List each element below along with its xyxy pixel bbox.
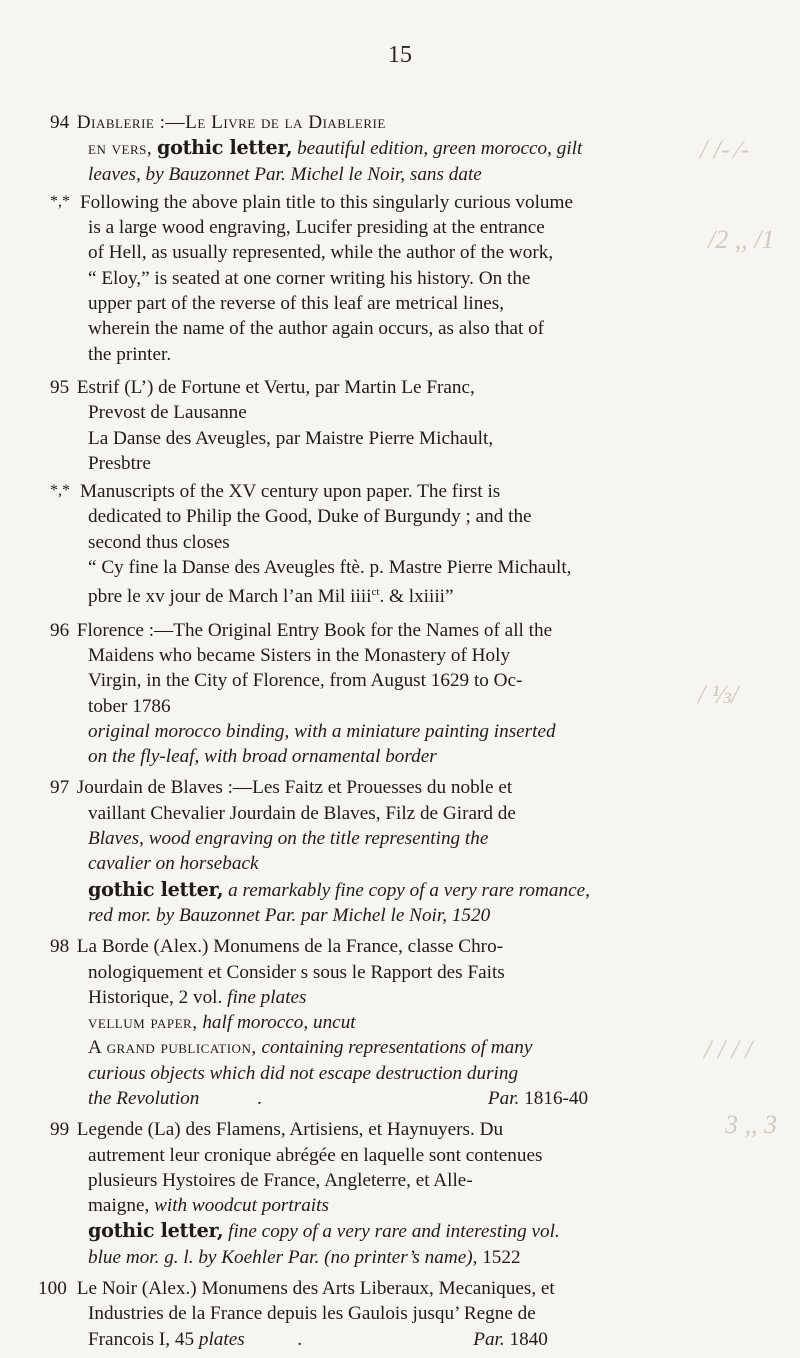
entry-description: Blaves, wood engraving on the title representing the — [88, 828, 489, 850]
entry-description: red mor. by Bauzonnet Par. par Michel le Noir, 1520 — [88, 904, 491, 926]
entry-text: nologiquement et Consider s sous le Rapport des Faits — [88, 961, 505, 983]
entry-text: Maidens who became Sisters in the Monastery of Holy — [88, 644, 511, 666]
entry-description: containing representations of many — [261, 1037, 533, 1059]
note-line: second thus closes — [88, 531, 230, 553]
pencil-note: / ⅓/ — [698, 680, 739, 709]
asterism-mark: *,* — [50, 192, 70, 210]
entry-96 — [50, 618, 680, 770]
entry-text: Historique, 2 vol. — [88, 986, 223, 1008]
entry-description: cavalier on horseback — [88, 853, 259, 875]
entry-description: a remarkably fine copy of a very rare romance, — [228, 879, 590, 901]
entry-number: 100 — [38, 1278, 67, 1300]
page-number: 15 — [388, 42, 412, 68]
entry-description: half morocco, uncut — [202, 1012, 356, 1034]
gothic-letter-text: gothic letter, — [88, 1219, 224, 1243]
entry-date: 1840 — [509, 1328, 548, 1350]
note-line: is a large wood engraving, Lucifer presiding at the entrance — [88, 217, 545, 239]
entry-title: Estrif (L’) de Fortune et Vertu, par Martin Le Franc, — [76, 376, 475, 398]
entry-description: leaves, by Bauzonnet Par. Michel le Noir, sans date — [88, 163, 482, 185]
entry-text: Prevost de Lausanne — [88, 402, 247, 424]
entry-text: autrement leur cronique abrégée en laquelle sont contenues — [88, 1144, 543, 1166]
note-line: “ Cy fine la Danse des Aveugles ftè. p. Mastre Pierre Michault, — [88, 557, 572, 579]
entry-number: 94 — [50, 112, 70, 133]
entry-text: vaillant Chevalier Jourdain de Blaves, Filz de Girard de — [88, 802, 516, 824]
note-line: Manuscripts of the XV century upon paper. The first is — [80, 481, 501, 503]
entry-number: 96 — [50, 619, 70, 641]
note-line: the printer. — [88, 343, 172, 365]
note-line: “ Eloy,” is seated at one corner writing his history. On the — [88, 267, 531, 289]
entry-description: with woodcut portraits — [154, 1195, 329, 1217]
entry-description: beautiful edition, green morocco, gilt — [297, 138, 583, 160]
pencil-note: / / / / — [704, 1035, 753, 1064]
gothic-letter-text: gothic letter, — [156, 136, 293, 160]
entry-title: Le Noir (Alex.) Monumens des Arts Liberaux, Mecaniques, et — [76, 1278, 555, 1300]
entry-99 — [50, 1117, 680, 1270]
entry-description: (no printer’s name), — [324, 1246, 478, 1268]
entry-note — [50, 478, 680, 609]
entry-description: original morocco binding, with a miniature painting inserted — [88, 720, 556, 742]
entry-number: 97 — [50, 777, 70, 799]
entry-text: Francois I, 45 — [88, 1328, 195, 1350]
entry-title: Jourdain de Blaves :—Les Faitz et Prouesses du noble et — [76, 777, 513, 799]
pencil-note: 3 ,, 3 — [725, 1110, 777, 1139]
entry-text: en vers, — [88, 138, 153, 160]
entry-95 — [50, 375, 680, 610]
gothic-letter-text: gothic letter, — [88, 877, 224, 901]
entry-description: on the fly-leaf, with broad ornamental border — [88, 746, 437, 768]
entry-text: tober 1786 — [88, 695, 171, 717]
note-line: of Hell, as usually represented, while the author of the work, — [88, 242, 554, 264]
note-line: Following the above plain title to this singularly curious volume — [80, 191, 573, 213]
entry-number: 99 — [50, 1119, 70, 1141]
entry-description: the Revolution — [88, 1087, 200, 1109]
entry-text: Industries de la France depuis les Gaulois jusqu’ Regne de — [88, 1303, 536, 1325]
asterism-mark: *,* — [50, 482, 70, 500]
entry-text: vellum paper, — [88, 1012, 198, 1034]
note-line: upper part of the reverse of this leaf are metrical lines, — [88, 293, 505, 315]
entry-title: La Danse des Aveugles, par Maistre Pierre Michault, — [88, 427, 494, 449]
pencil-note: /2 ,, /1 — [708, 225, 775, 254]
entry-description: fine copy of a very rare and interesting vol. — [228, 1221, 560, 1243]
entry-title: Florence :—The Original Entry Book for the Names of all the — [76, 619, 553, 641]
entry-title: Diablerie :—Le Livre de la Diablerie — [76, 112, 386, 133]
note-line: pbre le xv jour de March l’an Mil iiii$^{ct}$. & lxiiii” — [88, 586, 454, 608]
catalogue-entries — [38, 110, 680, 1358]
margin-annotations — [690, 0, 800, 1339]
entry-97 — [50, 775, 680, 928]
entry-number: 95 — [50, 376, 70, 398]
entry-date: 1522 — [482, 1246, 521, 1268]
entry-title: La Borde (Alex.) Monumens de la France, classe Chro- — [76, 936, 504, 958]
entry-100: 100 Le Noir (Alex.) Monumens des Arts Liberaux, Mecaniques, et Industries de la France depuis les Gaulois jusqu’ Regne de Francois I, 45 plates . Par. 1840 — [50, 1276, 680, 1352]
entry-date: 1816-40 — [524, 1087, 589, 1109]
entry-text: Presbtre — [88, 452, 151, 474]
entry-note — [50, 189, 680, 367]
entry-description: fine plates — [227, 986, 307, 1008]
entry-description: blue mor. g. l. by Koehler Par. — [88, 1246, 320, 1268]
entry-number: 98 — [50, 936, 70, 958]
entry-place: Par. — [487, 1087, 520, 1109]
entry-text: plusieurs Hystoires de France, Angleterre, et Alle- — [88, 1169, 473, 1191]
note-line: wherein the name of the author again occurs, as also that of — [88, 318, 545, 340]
entry-description: curious objects which did not escape destruction during — [88, 1062, 519, 1084]
entry-98: 98 La Borde (Alex.) Monumens de la France, classe Chro- nologiquement et Consider s sous le Rapport des Faits Historique, 2 vol. fine plates vellum paper, half morocco, uncut A grand publication, containing representations of many curious objects which did not escape destruction during the Revolution . Par. 1816-40 — [50, 934, 680, 1111]
entry-text: Virgin, in the City of Florence, from August 1629 to Oc- — [88, 670, 523, 692]
note-line: dedicated to Philip the Good, Duke of Burgundy ; and the — [88, 506, 532, 528]
entry-94 — [50, 110, 680, 367]
entry-title: Legende (La) des Flamens, Artisiens, et Haynuyers. Du — [76, 1119, 504, 1141]
entry-text: maigne, — [88, 1195, 150, 1217]
entry-place: Par. — [473, 1328, 505, 1350]
entry-description: plates — [198, 1328, 245, 1350]
pencil-note: / /‑ ⁄‑ — [700, 135, 750, 164]
entry-text: A grand publication, — [88, 1037, 257, 1059]
